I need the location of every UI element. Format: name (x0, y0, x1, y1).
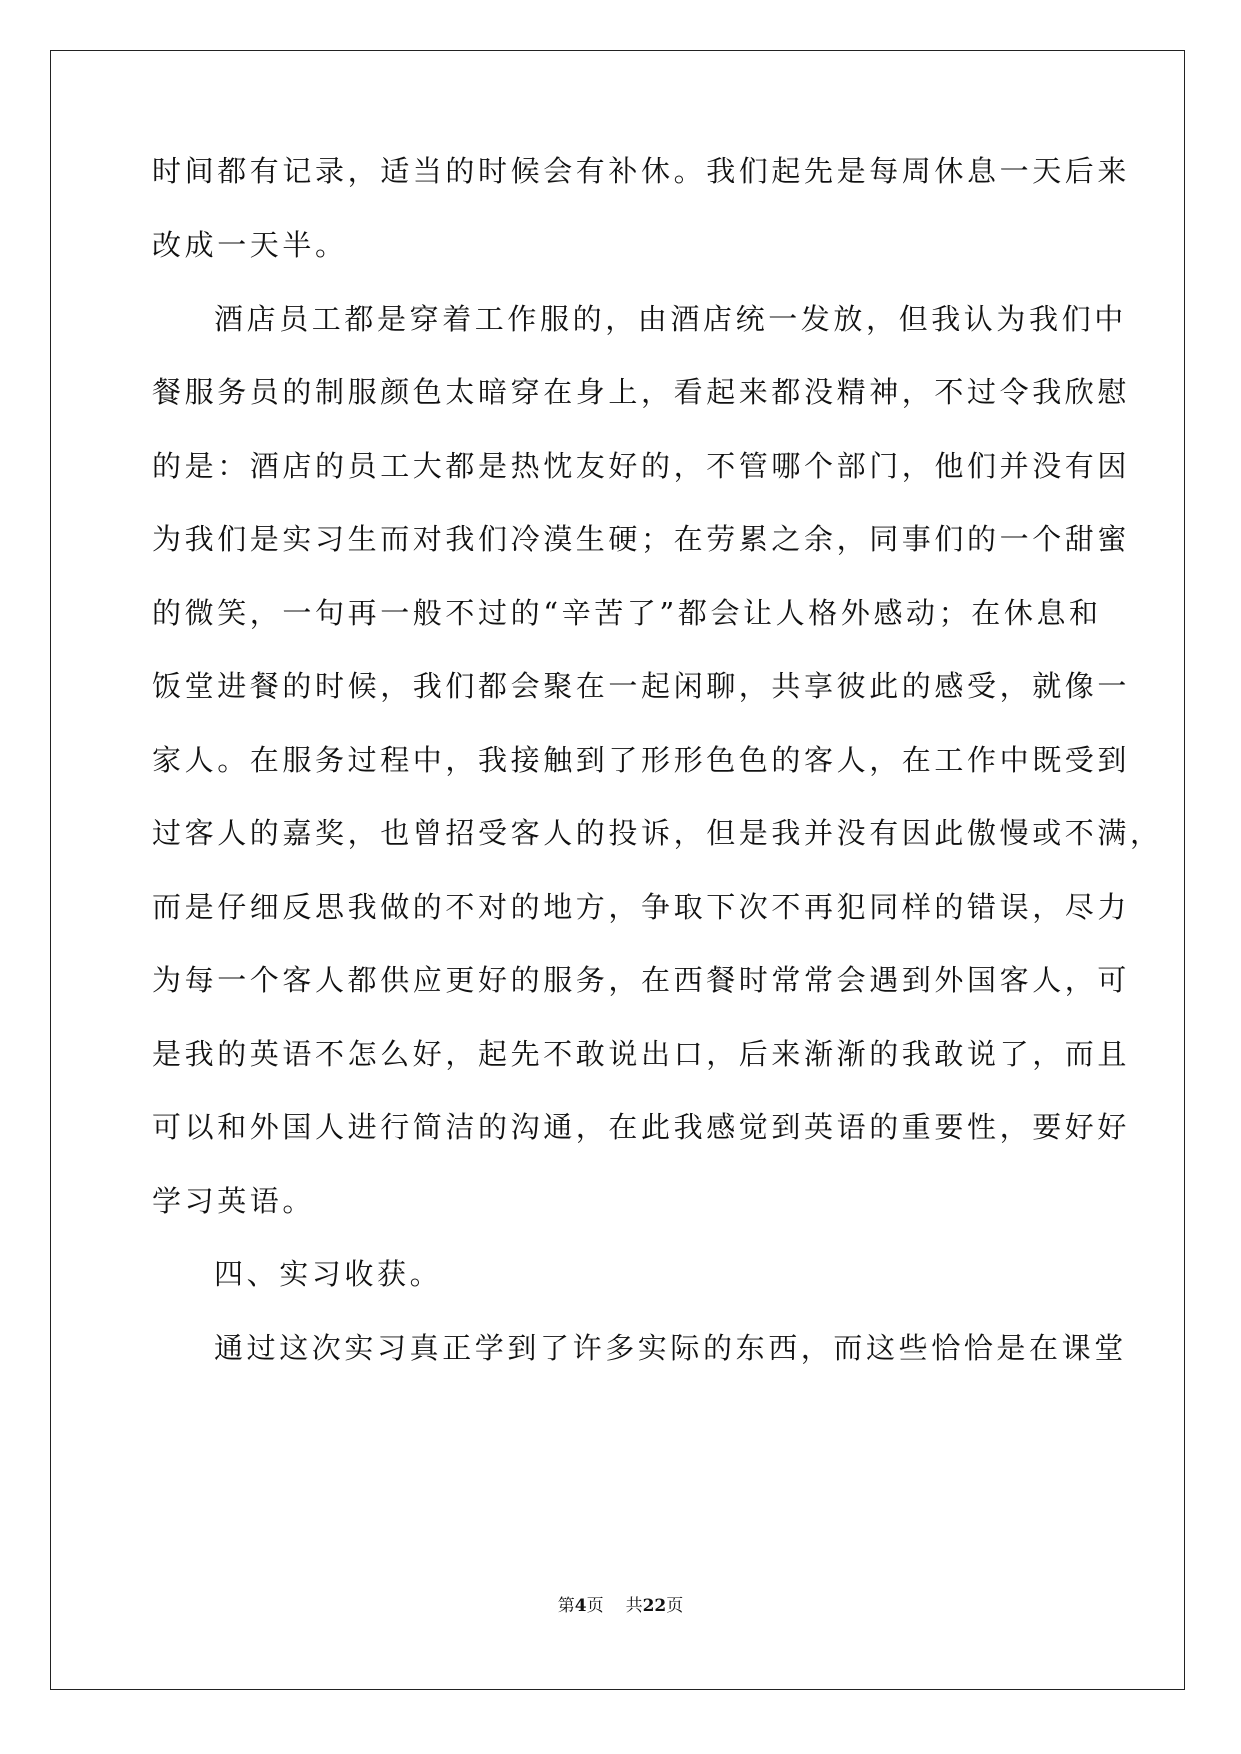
text-line: 学习英语。 (152, 1184, 316, 1218)
section-heading: 四、实习收获。 (214, 1257, 443, 1291)
text-line: 时间都有记录，适当的时候会有补休。我们起先是每周休息一天后来 (152, 154, 1131, 188)
text-line: 是我的英语不怎么好，起先不敢说出口，后来渐渐的我敢说了，而且 (152, 1037, 1131, 1071)
text-line: 饭堂进餐的时候，我们都会聚在一起闲聊，共享彼此的感受，就像一 (152, 669, 1131, 703)
page-footer (0, 1594, 1241, 1618)
page-border (50, 50, 1185, 1690)
page-prefix: 第 (557, 1596, 575, 1616)
total-suffix: 页 (666, 1596, 684, 1616)
text-line: 为我们是实习生而对我们冷漠生硬；在劳累之余，同事们的一个甜蜜 (152, 522, 1131, 556)
total-pages: 22 (642, 1596, 667, 1616)
text-line: 的是：酒店的员工大都是热忱友好的，不管哪个部门，他们并没有因 (152, 449, 1131, 483)
text-line: 家人。在服务过程中，我接触到了形形色色的客人，在工作中既受到 (152, 743, 1131, 777)
page-suffix: 页 (586, 1596, 604, 1616)
text-line: 可以和外国人进行简洁的沟通，在此我感觉到英语的重要性，要好好 (152, 1110, 1131, 1144)
text-line: 改成一天半。 (152, 228, 348, 262)
text-line: 的微笑，一句再一般不过的“辛苦了”都会让人格外感动；在休息和 (152, 596, 1102, 630)
total-prefix: 共 (625, 1596, 643, 1616)
text-line: 通过这次实习真正学到了许多实际的东西，而这些恰恰是在课堂 (214, 1331, 1127, 1365)
page-number: 4 (574, 1596, 587, 1616)
text-line: 过客人的嘉奖，也曾招受客人的投诉，但是我并没有因此傲慢或不满， (152, 816, 1163, 850)
text-line: 而是仔细反思我做的不对的地方，争取下次不再犯同样的错误，尽力 (152, 890, 1131, 924)
text-line: 酒店员工都是穿着工作服的，由酒店统一发放，但我认为我们中 (214, 302, 1127, 336)
text-line: 餐服务员的制服颜色太暗穿在身上，看起来都没精神，不过令我欣慰 (152, 375, 1131, 409)
text-line: 为每一个客人都供应更好的服务，在西餐时常常会遇到外国客人，可 (152, 963, 1131, 997)
